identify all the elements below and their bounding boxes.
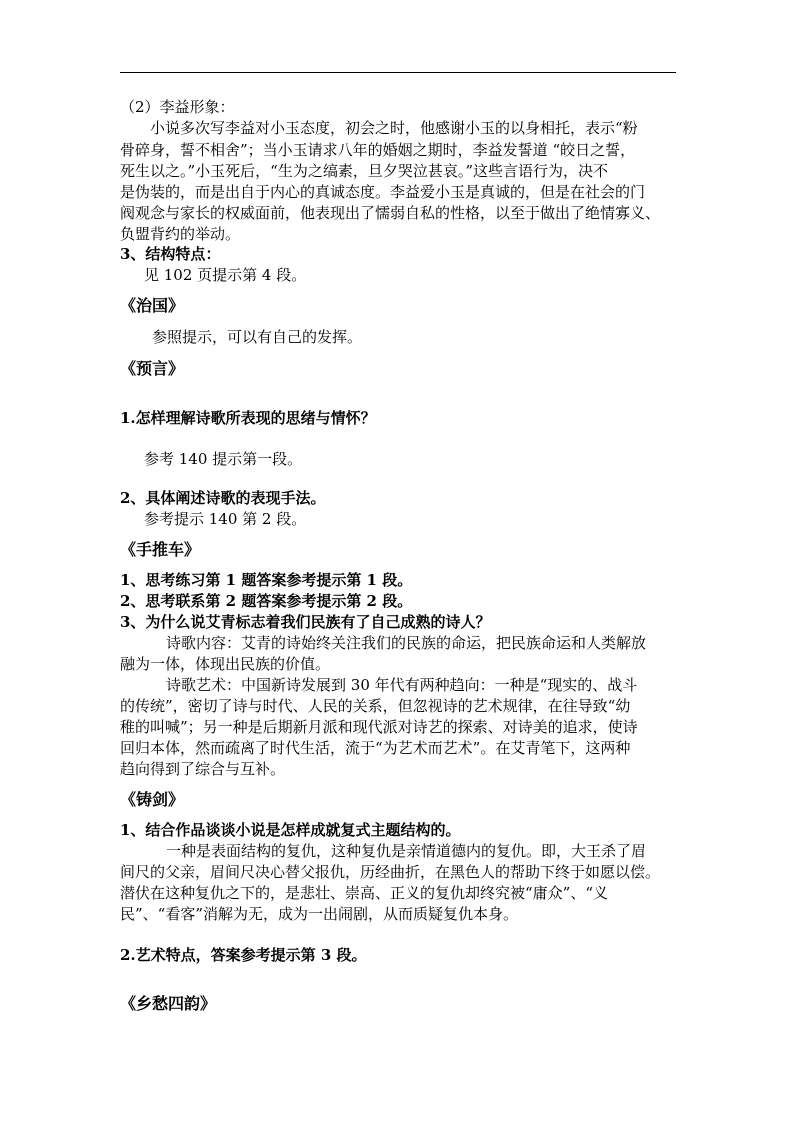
shou-tui-che-question-3: 3、为什么说艾青标志着我们民族有了自己成熟的诗人？ <box>120 613 491 631</box>
yu-yan-answer-2: 参考提示 140 第 2 段。 <box>144 510 307 528</box>
structure-heading: 3、结构特点： <box>120 245 221 263</box>
shou-tui-che-para-line: 诗歌内容：艾青的诗始终关注我们的民族的命运，把民族命运和人类解放 <box>166 634 647 652</box>
shou-tui-che-para-line: 回归本体，然而疏离了时代生活，流于“为艺术而艺术”。在艾青笔下，这两种 <box>120 739 631 757</box>
section-title-zhi-guo: 《治国》 <box>120 296 185 315</box>
zhu-jian-para-line: 一种是表面结构的复仇，这种复仇是亲情道德内的复仇。即，大王杀了眉 <box>166 842 647 860</box>
section-title-shou-tui-che: 《手推车》 <box>120 540 201 559</box>
li-yi-para-line: 小说多次写李益对小玉态度，初会之时，他感谢小玉的以身相托，表示“粉 <box>150 119 638 137</box>
zhi-guo-text: 参照提示，可以有自己的发挥。 <box>152 328 363 346</box>
li-yi-heading: （2）李益形象： <box>120 98 235 116</box>
zhu-jian-para-line: 潜伏在这种复仇之下的，是悲壮、崇高、正义的复仇却终究被“庸众”、“义 <box>120 884 609 902</box>
shou-tui-che-para-line: 的传统”，密切了诗与时代、人民的关系，但忽视诗的艺术规律，在往导致“幼 <box>120 697 631 715</box>
shou-tui-che-para-line: 融为一体，体现出民族的价值。 <box>120 655 331 673</box>
li-yi-para-line: 骨碎身，誓不相舍”；当小玉请求八年的婚姻之期时，李益发誓道 “皎日之誓， <box>120 141 636 159</box>
yu-yan-question-2: 2、具体阐述诗歌的表现手法。 <box>120 489 326 507</box>
shou-tui-che-para-line: 趋向得到了综合与互补。 <box>120 760 286 778</box>
zhu-jian-question-1: 1、结合作品谈谈小说是怎样成就复式主题结构的。 <box>120 821 461 839</box>
li-yi-para-line: 死生以之。”小玉死后，“生为之缟素，旦夕哭泣甚哀。”这些言语行为，决不 <box>120 162 609 180</box>
zhu-jian-question-2: 2.艺术特点，答案参考提示第 3 段。 <box>120 946 367 964</box>
zhu-jian-para-line: 民”、“看客”消解为无，成为一出闹剧，从而质疑复仇本身。 <box>120 905 519 923</box>
shou-tui-che-para-line: 诗歌艺术：中国新诗发展到 30 年代有两种趋向：一种是“现实的、战斗 <box>166 676 638 694</box>
shou-tui-che-question-2: 2、思考联系第 2 题答案参考提示第 2 段。 <box>120 592 413 610</box>
li-yi-para-line: 是伪装的，而是出自于内心的真诚态度。李益爱小玉是真诚的，但是在社会的门 <box>120 183 646 201</box>
structure-text: 见 102 页提示第 4 段。 <box>144 266 307 284</box>
header-rule <box>120 72 676 73</box>
yu-yan-question-1: 1.怎样理解诗歌所表现的思绪与情怀？ <box>120 409 376 427</box>
section-title-zhu-jian: 《铸剑》 <box>120 790 185 809</box>
shou-tui-che-question-1: 1、思考练习第 1 题答案参考提示第 1 段。 <box>120 571 413 589</box>
shou-tui-che-para-line: 稚的叫喊”；另一种是后期新月派和现代派对诗艺的探索、对诗美的追求，使诗 <box>120 718 638 736</box>
section-title-yu-yan: 《预言》 <box>120 359 185 378</box>
section-title-xiang-chou: 《乡愁四韵》 <box>120 994 217 1013</box>
yu-yan-answer-1: 参考 140 提示第一段。 <box>144 450 303 468</box>
li-yi-para-line: 负盟背约的举动。 <box>120 225 241 243</box>
li-yi-para-line: 阀观念与家长的权威面前，他表现出了懦弱自私的性格，以至于做出了绝情寡义、 <box>120 204 661 222</box>
zhu-jian-para-line: 间尺的父亲，眉间尺决心替父报仇，历经曲折，在黑色人的帮助下终于如愿以偿。 <box>120 863 661 881</box>
